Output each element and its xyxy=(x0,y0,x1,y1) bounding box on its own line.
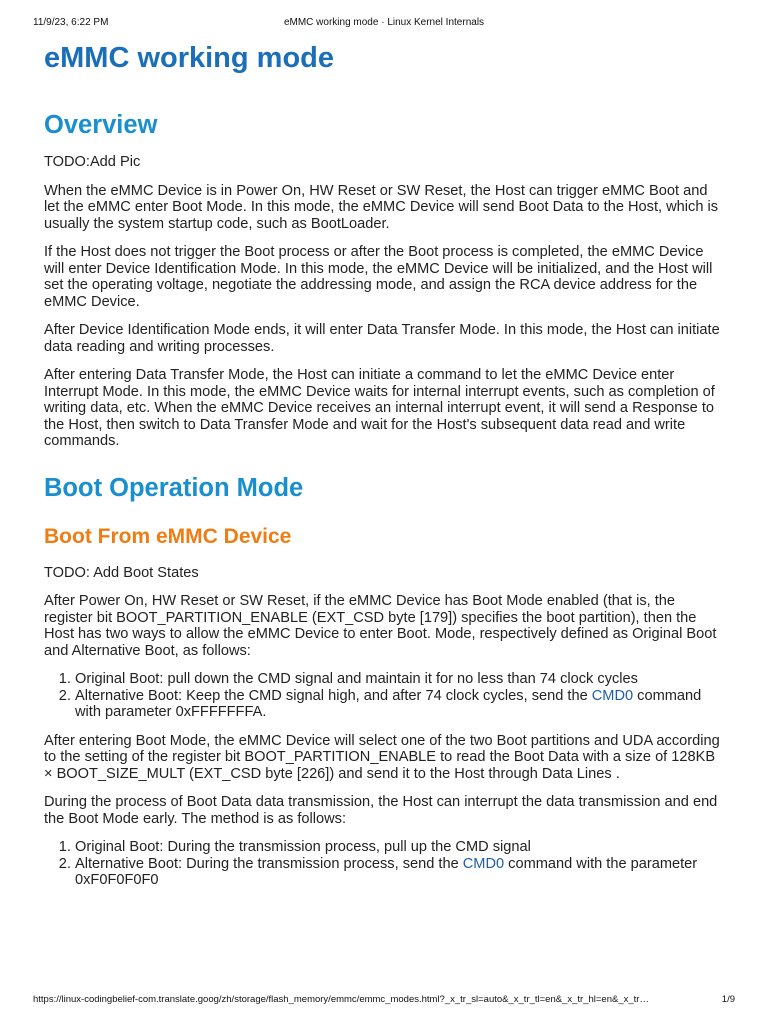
boot-intro-paragraph: After Power On, HW Reset or SW Reset, if the eMMC Device has Boot Mode enabled (that is, the register bit BOOT_PARTITION_ENABLE (EXT_CSD byte [179]) specifies the boot partition), then the Host has two ways to allow the eMMC Device to enter Boot. Mode, respectively defined as Original Boot and Alternative Boot, as follows: xyxy=(44,593,717,659)
interrupt-ways-list xyxy=(44,839,724,889)
boot-ways-list xyxy=(44,671,724,721)
list-item xyxy=(75,688,724,721)
print-page-number: 1/9 xyxy=(721,994,735,1005)
overview-paragraph-interrupt: After entering Data Transfer Mode, the Host can initiate a command to let the eMMC Device enter Interrupt Mode. In this mode, the eMMC Device waits for internal interrupt events, such as completion of writing data, etc. When the eMMC Device receives an internal interrupt event, it will send a Response to the Host, then switch to Data Transfer Mode and wait for the Host's subsequent data read and write commands. xyxy=(44,367,715,449)
list-item-text: Alternative Boot: Keep the CMD signal high, and after 74 clock cycles, send the xyxy=(75,687,592,704)
print-url: https://linux-codingbelief-com.translate.goog/zh/storage/flash_memory/emmc/emmc_modes.html?_x_tr_sl=auto&_x_tr_tl=en&_x_tr_hl=en&_x_tr… xyxy=(33,994,649,1005)
overview-paragraph-identification: If the Host does not trigger the Boot process or after the Boot process is completed, the eMMC Device will enter Device Identification Mode. In this mode, the eMMC Device will be initialized, and the Host will set the operating voltage, negotiate the addressing mode, and assign the RCA device address for the eMMC Device. xyxy=(44,244,713,310)
page-title: eMMC working mode xyxy=(44,42,335,74)
print-datetime: 11/9/23, 6:22 PM xyxy=(33,17,109,28)
boot-todo: TODO: Add Boot States xyxy=(44,564,199,581)
article-content xyxy=(44,36,724,901)
print-footer xyxy=(33,994,735,1006)
cmd0-link[interactable]: CMD0 xyxy=(591,687,634,704)
list-item-text: Alternative Boot: During the transmission process, send the xyxy=(75,855,463,872)
list-item xyxy=(75,856,724,889)
section-heading-overview: Overview xyxy=(44,111,158,139)
section-heading-boot-operation: Boot Operation Mode xyxy=(44,473,304,502)
overview-paragraph-data-transfer: After Device Identification Mode ends, it will enter Data Transfer Mode. In this mode, the Host can initiate data reading and writing processes. xyxy=(44,322,720,355)
print-page-title: eMMC working mode · Linux Kernel Internals xyxy=(283,17,485,28)
list-item xyxy=(75,839,724,856)
list-item-text: command with the parameter 0xF0F0F0F0 xyxy=(75,855,698,888)
print-header xyxy=(33,17,735,29)
overview-paragraph-boot: When the eMMC Device is in Power On, HW Reset or SW Reset, the Host can trigger eMMC Boot and let the eMMC enter Boot Mode. In this mode, the eMMC Device will send Boot Data to the Host, which is usually the system startup code, such as BootLoader. xyxy=(44,182,719,232)
after-entering-paragraph: After entering Boot Mode, the eMMC Device will select one of the two Boot partitions and UDA according to the setting of the register bit BOOT_PARTITION_ENABLE to read the Boot Data with a size of 128KB × BOOT_SIZE_MULT (EXT_CSD byte [226]) and send it to the Host through Data Lines . xyxy=(44,732,720,782)
list-item-text: Original Boot: pull down the CMD signal and maintain it for no less than 74 clock cycles xyxy=(75,671,638,687)
cmd0-link[interactable]: CMD0 xyxy=(462,855,505,872)
list-item-text: command with parameter 0xFFFFFFFA. xyxy=(75,687,702,720)
subsection-heading-boot-from-emmc: Boot From eMMC Device xyxy=(44,524,292,548)
list-item-text: Original Boot: During the transmission process, pull up the CMD signal xyxy=(75,839,531,855)
overview-todo: TODO:Add Pic xyxy=(44,154,141,170)
interrupt-intro-paragraph: During the process of Boot Data data transmission, the Host can interrupt the data transmission and end the Boot Mode early. The method is as follows: xyxy=(44,794,718,827)
list-item xyxy=(75,671,724,688)
